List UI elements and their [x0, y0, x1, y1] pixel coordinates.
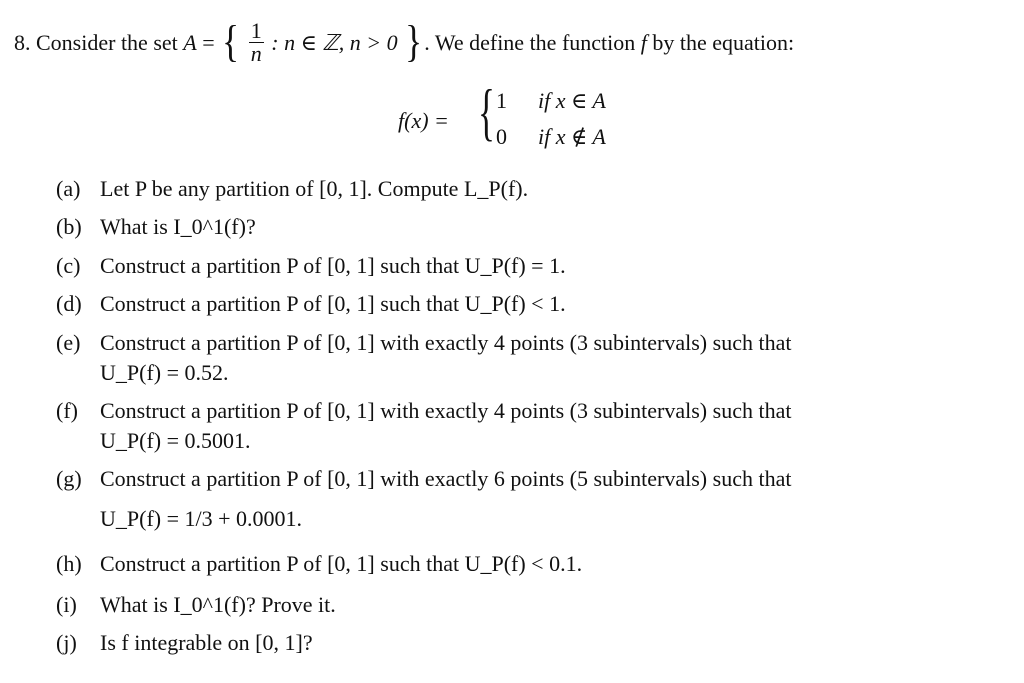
case1-condition: if x ∈ A: [538, 88, 606, 113]
left-brace: {: [222, 17, 240, 66]
part-f-cont: U_P(f) = 0.5001.: [100, 428, 251, 453]
part-h: (h) Construct a partition P of [0, 1] such that U_P(f) < 0.1.: [56, 551, 583, 576]
part-d-text: Construct a partition P of [0, 1] such that U_P(f) < 1.: [100, 291, 566, 316]
part-e-text: Construct a partition P of [0, 1] with exactly 4 points (3 subintervals) such that: [100, 330, 792, 355]
part-b: (b) What is I_0^1(f)?: [56, 214, 256, 239]
case1-value: 1: [496, 88, 507, 113]
part-h-text: Construct a partition P of [0, 1] such that U_P(f) < 0.1.: [100, 551, 583, 576]
problem-statement: 8. Consider the set A = { $\frac{1}{n}$ : n ∈ ℤ, n > 0 }. We define the function f by the equation:: [14, 17, 795, 67]
set-name: A: [183, 30, 197, 55]
part-b-text: What is I_0^1(f)?: [100, 214, 256, 239]
part-i: (i) What is I_0^1(f)? Prove it.: [56, 592, 336, 617]
part-j: (j) Is f integrable on [0, 1]?: [56, 630, 313, 655]
part-f-text: Construct a partition P of [0, 1] with exactly 4 points (3 subintervals) such that: [100, 398, 792, 423]
part-g-cont: U_P(f) = 1/3 + 0.0001.: [100, 506, 303, 531]
part-a: (a) Let P be any partition of [0, 1]. Compute L_P(f).: [56, 176, 529, 201]
definition-lhs: f(x) =: [398, 108, 449, 133]
after-set-text: . We define the function: [424, 30, 636, 55]
part-g: (g) Construct a partition P of [0, 1] with exactly 6 points (5 subintervals) such that: [56, 466, 792, 491]
part-d: (d) Construct a partition P of [0, 1] such that U_P(f) < 1.: [56, 291, 566, 316]
part-f: (f) Construct a partition P of [0, 1] with exactly 4 points (3 subintervals) such that: [56, 398, 792, 423]
part-e: (e) Construct a partition P of [0, 1] with exactly 4 points (3 subintervals) such that: [56, 330, 792, 355]
intro-text: Consider the set: [36, 30, 178, 55]
function-name: f: [640, 30, 647, 55]
part-a-text: Let P be any partition of [0, 1]. Compute L_P(f).: [100, 176, 529, 201]
part-c-text: Construct a partition P of [0, 1] such that U_P(f) = 1.: [100, 253, 566, 278]
problem-number: 8.: [14, 30, 31, 55]
part-i-text: What is I_0^1(f)? Prove it.: [100, 592, 336, 617]
part-g-text: Construct a partition P of [0, 1] with exactly 6 points (5 subintervals) such that: [100, 466, 792, 491]
case2-condition: if x ∉ A: [538, 124, 606, 149]
definition-brace: {: [478, 76, 495, 147]
part-c: (c) Construct a partition P of [0, 1] such that U_P(f) = 1.: [56, 253, 566, 278]
after-func-text: by the equation:: [652, 30, 795, 55]
part-j-text: Is f integrable on [0, 1]?: [100, 630, 313, 655]
right-brace: }: [405, 17, 423, 66]
set-condition: : n ∈ ℤ, n > 0: [271, 30, 398, 55]
case2-value: 0: [496, 124, 507, 149]
set-fraction: $\frac{1}{n}$: [250, 18, 262, 67]
part-e-cont: U_P(f) = 0.52.: [100, 360, 229, 385]
